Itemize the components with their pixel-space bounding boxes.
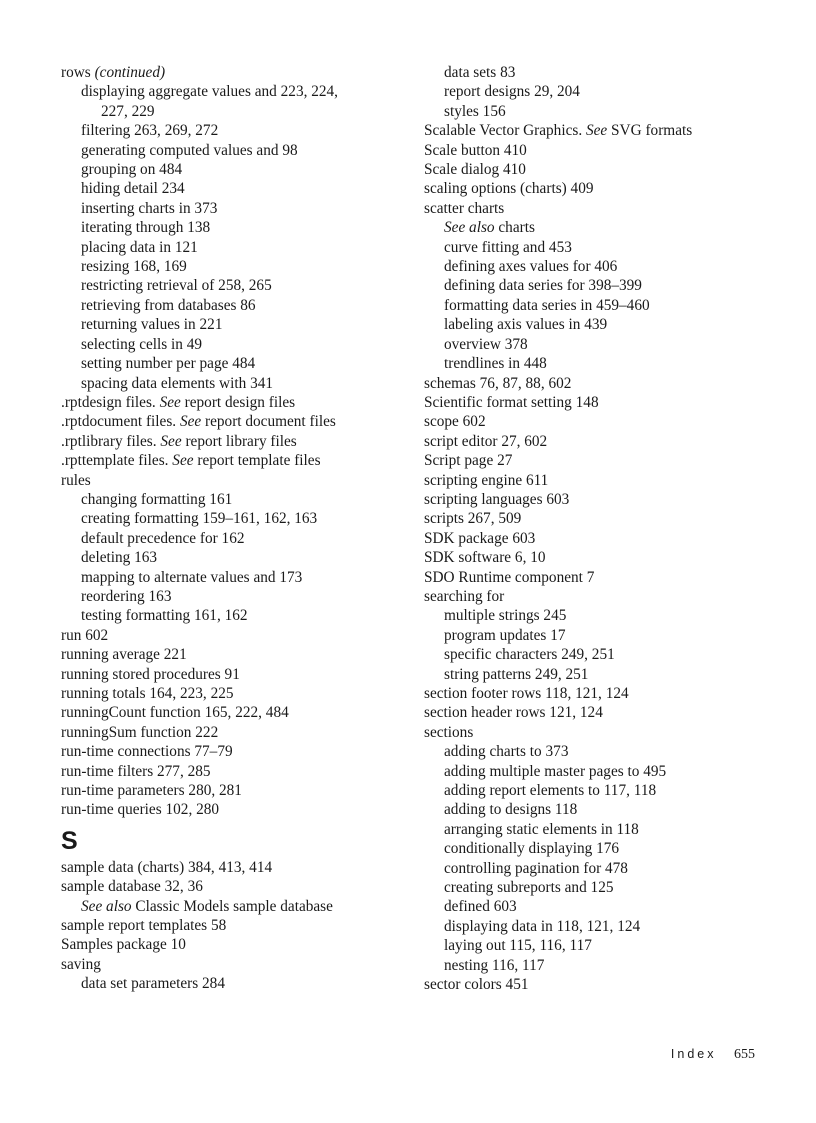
entry-text: selecting cells in 49 (81, 335, 203, 353)
index-entry (61, 63, 411, 82)
entry-text: reordering 163 (81, 587, 172, 605)
index-subentry (61, 315, 411, 334)
entry-text: inserting charts in 373 (81, 199, 218, 217)
entry-text: section header rows 121, 124 (424, 704, 603, 722)
entry-text: displaying aggregate values and 223, 224, (81, 83, 339, 101)
index-subentry (61, 102, 411, 121)
entry-text: arranging static elements in 118 (444, 820, 639, 838)
index-entry (61, 877, 411, 896)
index-entry (61, 471, 411, 490)
cross-reference-label: See also (444, 219, 495, 237)
index-subentry (424, 781, 784, 800)
entry-text: trendlines in 448 (444, 355, 547, 373)
entry-text: Script page 27 (424, 452, 513, 470)
index-entry (424, 723, 784, 742)
entry-text: spacing data elements with 341 (81, 374, 274, 392)
entry-text: .rptdocument files. (61, 413, 180, 431)
entry-text: program updates 17 (444, 626, 566, 644)
index-entry (424, 703, 784, 722)
index-entry (61, 916, 411, 935)
footer-label: Index (670, 1047, 717, 1061)
entry-text: run-time queries 102, 280 (61, 801, 220, 819)
entry-text: running average 221 (61, 646, 187, 664)
entry-text: sector colors 451 (424, 976, 529, 994)
entry-text: runningCount function 165, 222, 484 (61, 704, 289, 722)
index-subentry (61, 82, 411, 101)
index-subentry (424, 276, 784, 295)
index-entry (61, 723, 411, 742)
entry-text: multiple strings 245 (444, 607, 567, 625)
cross-reference-label: See (160, 432, 182, 450)
entry-text: iterating through 138 (81, 219, 211, 237)
entry-text: creating subreports and 125 (444, 879, 614, 897)
entry-text: sections (424, 723, 474, 741)
index-entry (424, 374, 784, 393)
index-entry (424, 432, 784, 451)
cross-reference-target: report document files (201, 413, 336, 431)
entry-text: searching for (424, 587, 505, 605)
index-entry (61, 762, 411, 781)
entry-text: labeling axis values in 439 (444, 316, 608, 334)
entry-text: script editor 27, 602 (424, 432, 548, 450)
index-entry (424, 160, 784, 179)
index-subentry (61, 374, 411, 393)
cross-reference-label: See (585, 122, 608, 140)
index-subentry (61, 587, 411, 606)
cross-reference-target: report template files (193, 452, 321, 470)
entry-text: defining data series for 398–399 (444, 277, 642, 295)
page-footer (671, 1045, 755, 1064)
entry-text: run-time parameters 280, 281 (61, 782, 242, 800)
entry-text: adding charts to 373 (444, 743, 569, 761)
cross-reference-label: See also (81, 897, 132, 915)
index-subentry (61, 121, 411, 140)
index-entry (61, 626, 411, 645)
entry-text: creating formatting 159–161, 162, 163 (81, 510, 318, 528)
index-subentry (61, 276, 411, 295)
index-subentry (424, 606, 784, 625)
index-entry (61, 742, 411, 761)
entry-text: data sets 83 (444, 64, 516, 81)
index-entry (61, 858, 411, 877)
index-entry (61, 935, 411, 954)
entry-text: SDK software 6, 10 (424, 549, 546, 567)
index-entry (424, 509, 784, 528)
entry-text: saving (61, 955, 101, 973)
index-subentry (424, 800, 784, 819)
index-subentry (61, 509, 411, 528)
index-subentry (424, 82, 784, 101)
index-subentry (424, 665, 784, 684)
index-entry (61, 684, 411, 703)
entry-text: running stored procedures 91 (61, 665, 240, 683)
index-subentry (424, 742, 784, 761)
entry-text: data set parameters 284 (81, 975, 225, 993)
entry-text: returning values in 221 (81, 316, 223, 334)
index-subentry (61, 141, 411, 160)
index-subentry (424, 917, 784, 936)
entry-text: nesting 116, 117 (444, 956, 545, 974)
index-entries-r (61, 63, 411, 820)
index-entry (424, 684, 784, 703)
index-subentry (61, 548, 411, 567)
index-entry (424, 975, 784, 994)
index-subentry (61, 257, 411, 276)
index-entry (424, 121, 784, 140)
index-entry (424, 529, 784, 548)
entry-text: adding multiple master pages to 495 (444, 762, 667, 780)
section-letter-s: S (61, 826, 78, 855)
index-entry (61, 781, 411, 800)
index-entry (61, 703, 411, 722)
entry-text: sample database 32, 36 (61, 878, 203, 896)
index-subentry (424, 257, 784, 276)
entry-text: Scalable Vector Graphics. (424, 122, 586, 140)
index-entry (424, 568, 784, 587)
entry-text: displaying data in 118, 121, 124 (444, 917, 641, 935)
index-subentry (61, 296, 411, 315)
index-column-right (424, 63, 784, 995)
entry-text: scope 602 (424, 413, 486, 431)
entry-text: filtering 263, 269, 272 (81, 122, 219, 140)
entry-text: rules (61, 471, 91, 489)
index-subentry (424, 820, 784, 839)
index-subentry (424, 102, 784, 121)
entry-text: Scientific format setting 148 (424, 393, 599, 411)
entry-text: .rpttemplate files. (61, 452, 173, 470)
entry-text: scripts 267, 509 (424, 510, 522, 528)
entry-text: controlling pagination for 478 (444, 859, 628, 877)
index-subentry (61, 179, 411, 198)
entry-text: changing formatting 161 (81, 490, 233, 508)
entry-text: scripting languages 603 (424, 490, 570, 508)
index-entry (61, 393, 411, 412)
index-subentry (424, 897, 784, 916)
entry-text: retrieving from databases 86 (81, 296, 256, 314)
index-entries-s (61, 858, 411, 994)
entry-text: report designs 29, 204 (444, 83, 580, 101)
index-subentry (424, 762, 784, 781)
index-entry (61, 645, 411, 664)
entry-text: testing formatting 161, 162 (81, 607, 248, 625)
entry-text: adding to designs 118 (444, 801, 578, 819)
entry-text: sample report templates 58 (61, 917, 227, 935)
page-number: 655 (734, 1047, 755, 1062)
entry-text: defined 603 (444, 898, 517, 916)
index-subentry (424, 859, 784, 878)
index-entry (424, 451, 784, 470)
index-subentry (424, 839, 784, 858)
index-entry (424, 141, 784, 160)
entry-text: SDK package 603 (424, 529, 536, 547)
index-entry (424, 490, 784, 509)
entry-text: runningSum function 222 (61, 723, 219, 741)
cross-reference-label: See (159, 393, 181, 411)
entry-text: laying out 115, 116, 117 (444, 937, 592, 955)
entry-text: scatter charts (424, 199, 505, 217)
index-subentry (61, 974, 411, 993)
entry-text: placing data in 121 (81, 238, 198, 256)
entry-text: resizing 168, 169 (81, 258, 187, 276)
index-entry (424, 179, 784, 198)
cross-reference-target: Classic Models sample database (131, 897, 333, 915)
index-subentry (424, 218, 784, 237)
index-subentry (424, 335, 784, 354)
index-subentry (61, 354, 411, 373)
cross-reference-label: See (179, 413, 202, 431)
index-subentry (424, 626, 784, 645)
index-entry (424, 548, 784, 567)
index-entry (424, 412, 784, 431)
index-entry (61, 432, 411, 451)
index-subentry (61, 160, 411, 179)
index-subentry (61, 238, 411, 257)
entry-continued-note: (continued) (94, 64, 166, 81)
cross-reference-label: See (172, 452, 194, 470)
index-subentry (424, 296, 784, 315)
index-column-left (61, 63, 411, 994)
index-subentry (61, 335, 411, 354)
entry-text: adding report elements to 117, 118 (444, 782, 657, 800)
cross-reference-target: report library files (181, 432, 297, 450)
entry-text: run-time connections 77–79 (61, 743, 233, 761)
entry-text: conditionally displaying 176 (444, 840, 620, 858)
index-entry (424, 393, 784, 412)
entry-text: restricting retrieval of 258, 265 (81, 277, 272, 295)
entry-text: hiding detail 234 (81, 180, 185, 198)
entry-text: .rptdesign files. (61, 393, 160, 411)
entry-text: formatting data series in 459–460 (444, 296, 650, 314)
entry-text: grouping on 484 (81, 161, 183, 179)
index-subentry (424, 63, 784, 82)
entry-text: Samples package 10 (61, 936, 186, 954)
index-entry (61, 412, 411, 431)
index-entries-right (424, 63, 784, 995)
cross-reference-target: report design files (180, 393, 296, 411)
entry-text: .rptlibrary files. (61, 432, 161, 450)
index-subentry (61, 199, 411, 218)
entry-text: setting number per page 484 (81, 355, 256, 373)
entry-text: sample data (charts) 384, 413, 414 (61, 858, 273, 876)
cross-reference-target: SVG formats (607, 122, 693, 140)
index-entry (424, 471, 784, 490)
entry-text: styles 156 (444, 102, 506, 120)
entry-text: scripting engine 611 (424, 471, 549, 489)
cross-reference-target: charts (494, 219, 535, 237)
entry-text: run 602 (61, 626, 109, 644)
entry-text: Scale button 410 (424, 141, 527, 159)
entry-text: 227, 229 (101, 102, 155, 120)
index-subentry (424, 315, 784, 334)
entry-text: SDO Runtime component 7 (424, 568, 595, 586)
index-entry (424, 587, 784, 606)
entry-text: default precedence for 162 (81, 529, 245, 547)
index-subentry (61, 218, 411, 237)
index-subentry (424, 238, 784, 257)
index-subentry (424, 878, 784, 897)
entry-text: scaling options (charts) 409 (424, 180, 594, 198)
entry-text: deleting 163 (81, 549, 158, 567)
entry-text: Scale dialog 410 (424, 161, 526, 179)
index-entry (61, 800, 411, 819)
index-subentry (424, 645, 784, 664)
index-subentry (61, 606, 411, 625)
entry-text: generating computed values and 98 (81, 141, 298, 159)
index-subentry (424, 936, 784, 955)
index-entry (61, 955, 411, 974)
index-subentry (424, 956, 784, 975)
entry-text: running totals 164, 223, 225 (61, 685, 234, 702)
entry-text: mapping to alternate values and 173 (81, 568, 303, 586)
entry-text: run-time filters 277, 285 (61, 762, 211, 780)
entry-text: overview 378 (444, 335, 528, 353)
entry-text: curve fitting and 453 (444, 238, 572, 256)
index-subentry (61, 490, 411, 509)
entry-text: rows (61, 64, 95, 81)
index-entry (61, 451, 411, 470)
index-subentry (61, 897, 411, 916)
index-entry (61, 665, 411, 684)
entry-text: string patterns 249, 251 (444, 665, 589, 683)
index-subentry (61, 568, 411, 587)
entry-text: defining axes values for 406 (444, 258, 618, 276)
index-subentry (61, 529, 411, 548)
index-entry (424, 199, 784, 218)
entry-text: section footer rows 118, 121, 124 (424, 685, 629, 702)
index-subentry (424, 354, 784, 373)
entry-text: specific characters 249, 251 (444, 646, 615, 664)
entry-text: schemas 76, 87, 88, 602 (424, 374, 572, 392)
